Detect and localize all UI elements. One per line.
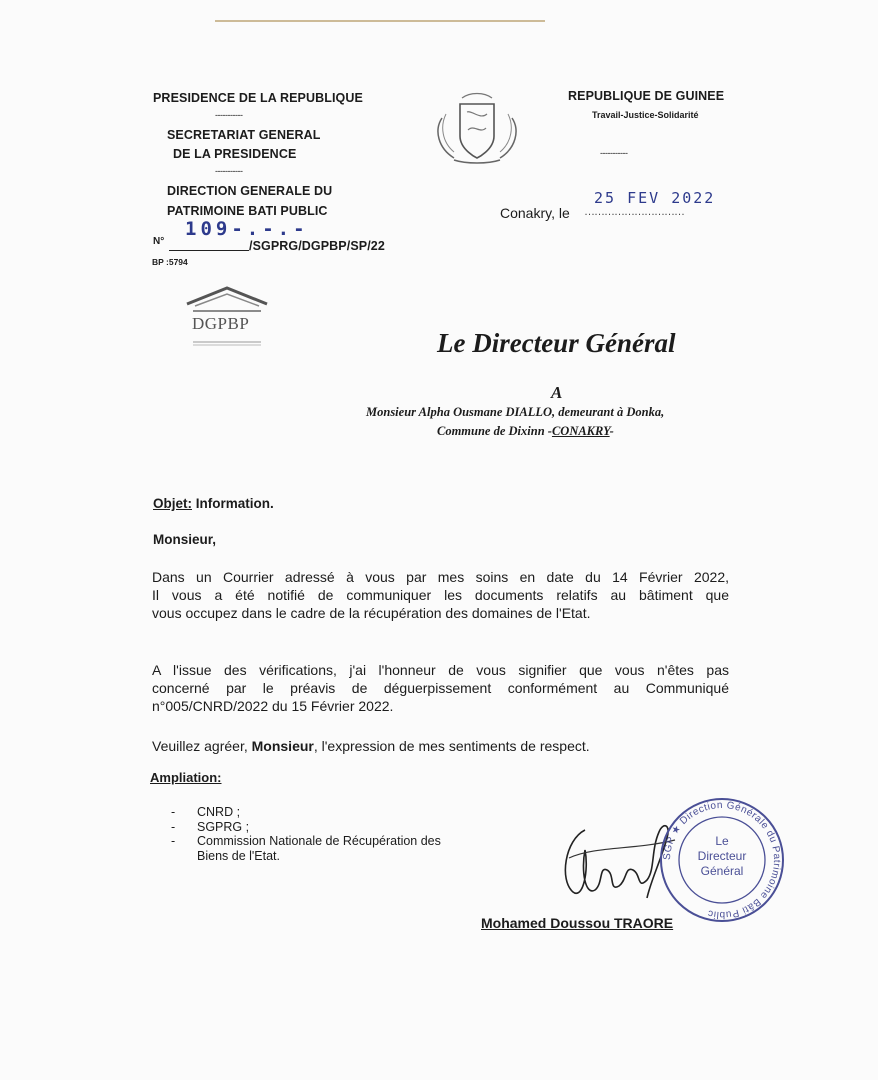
coat-of-arms-icon bbox=[432, 90, 522, 166]
ref-underline bbox=[169, 250, 249, 251]
recipient-city: CONAKRY bbox=[551, 424, 610, 438]
ref-suffix: /SGPRG/DGPBP/SP/22 bbox=[249, 239, 385, 253]
closing-post: , l'expression de mes sentiments de respect. bbox=[313, 738, 590, 754]
date-stamp: 25 FEV 2022 bbox=[594, 189, 716, 207]
stamp-inner-text bbox=[680, 834, 764, 879]
dgpbp-logo bbox=[183, 284, 271, 348]
object-label: Objet: bbox=[153, 496, 192, 511]
list-bullet: - bbox=[171, 819, 176, 834]
header-de-la-presidence: DE LA PRESIDENCE bbox=[173, 147, 297, 161]
ampliation-item bbox=[171, 805, 461, 820]
header-patrimoine: PATRIMOINE BATI PUBLIC bbox=[167, 204, 328, 218]
recipient-to: A bbox=[551, 383, 563, 402]
salutation: Monsieur, bbox=[153, 532, 217, 547]
date-line bbox=[500, 186, 740, 226]
recipient-dash: - bbox=[609, 424, 614, 438]
paragraph-1-line: Dans un Courrier adressé à vous par mes soins en date du 14 Février 2022, bbox=[152, 569, 729, 585]
header-country: REPUBLIQUE DE GUINEE bbox=[568, 89, 725, 103]
paragraph-2-line: concerné par le préavis de déguerpissement conformément au Communiqué bbox=[152, 680, 729, 696]
closing-pre: Veuillez agréer, bbox=[152, 738, 252, 754]
stamp-inner-line: Directeur bbox=[697, 849, 747, 863]
paragraph-2 bbox=[152, 661, 729, 715]
paragraph-1-line: Il vous a été notifié de communiquer les documents relatifs au bâtiment que bbox=[152, 587, 729, 603]
closing-formula bbox=[152, 737, 590, 755]
ref-prefix: N° bbox=[153, 236, 165, 247]
header-separator: ----------- bbox=[215, 110, 243, 120]
signatory-name: Mohamed Doussou TRAORE bbox=[481, 915, 674, 931]
top-edge-line bbox=[215, 20, 545, 22]
ampliation-item-text: Commission Nationale de Récupération des Biens de l'Etat. bbox=[197, 834, 441, 863]
dgpbp-logo-text: DGPBP bbox=[192, 314, 250, 333]
stamp-ring-text: SGP ★ Direction Générale du Patrimoine Bâti Public bbox=[661, 799, 783, 921]
ampliation-item-text: SGPRG ; bbox=[197, 819, 250, 834]
ref-stamped-number: 109-.-.- bbox=[185, 218, 309, 240]
letter-object bbox=[153, 496, 274, 511]
closing-bold: Monsieur bbox=[251, 738, 314, 754]
recipient-line2 bbox=[437, 424, 614, 439]
ampliation-list bbox=[171, 805, 461, 863]
paragraph-2-line: n°005/CNRD/2022 du 15 Février 2022. bbox=[152, 698, 394, 714]
header-presidence: PRESIDENCE DE LA REPUBLIQUE bbox=[153, 91, 363, 105]
header-direction: DIRECTION GENERALE DU bbox=[167, 184, 333, 198]
date-dots: ………………………… bbox=[584, 206, 684, 218]
header-separator: ----------- bbox=[215, 166, 243, 176]
official-stamp bbox=[652, 796, 792, 924]
date-prefix: Conakry, le bbox=[500, 205, 570, 221]
paragraph-2-line: A l'issue des vérifications, j'ai l'honneur de vous signifier que vous n'êtes pas bbox=[152, 662, 729, 678]
object-value: Information. bbox=[192, 496, 274, 511]
list-bullet: - bbox=[171, 834, 176, 848]
postal-box: BP :5794 bbox=[152, 257, 188, 267]
ampliation-label: Ampliation: bbox=[150, 770, 222, 785]
paragraph-1 bbox=[152, 568, 729, 622]
header-motto: Travail-Justice-Solidarité bbox=[592, 110, 699, 120]
list-bullet: - bbox=[171, 805, 176, 819]
header-separator: ----------- bbox=[600, 148, 628, 158]
ampliation-item bbox=[171, 820, 461, 835]
stamp-inner-line: Général bbox=[700, 864, 744, 878]
sender-title: Le Directeur Général bbox=[437, 328, 676, 358]
paragraph-1-line: vous occupez dans le cadre de la récupération des domaines de l'Etat. bbox=[152, 605, 591, 621]
header-secretariat: SECRETARIAT GENERAL bbox=[167, 128, 321, 142]
coat-of-arms bbox=[432, 90, 522, 166]
ampliation-item-text: CNRD ; bbox=[197, 805, 241, 819]
stamp-inner-line: Le bbox=[715, 834, 729, 848]
recipient-commune: Commune de Dixinn - bbox=[437, 424, 552, 438]
reference-number bbox=[153, 218, 393, 258]
ampliation-item bbox=[171, 834, 461, 863]
recipient-line1: Monsieur Alpha Ousmane DIALLO, demeurant à Donka, bbox=[366, 405, 665, 419]
